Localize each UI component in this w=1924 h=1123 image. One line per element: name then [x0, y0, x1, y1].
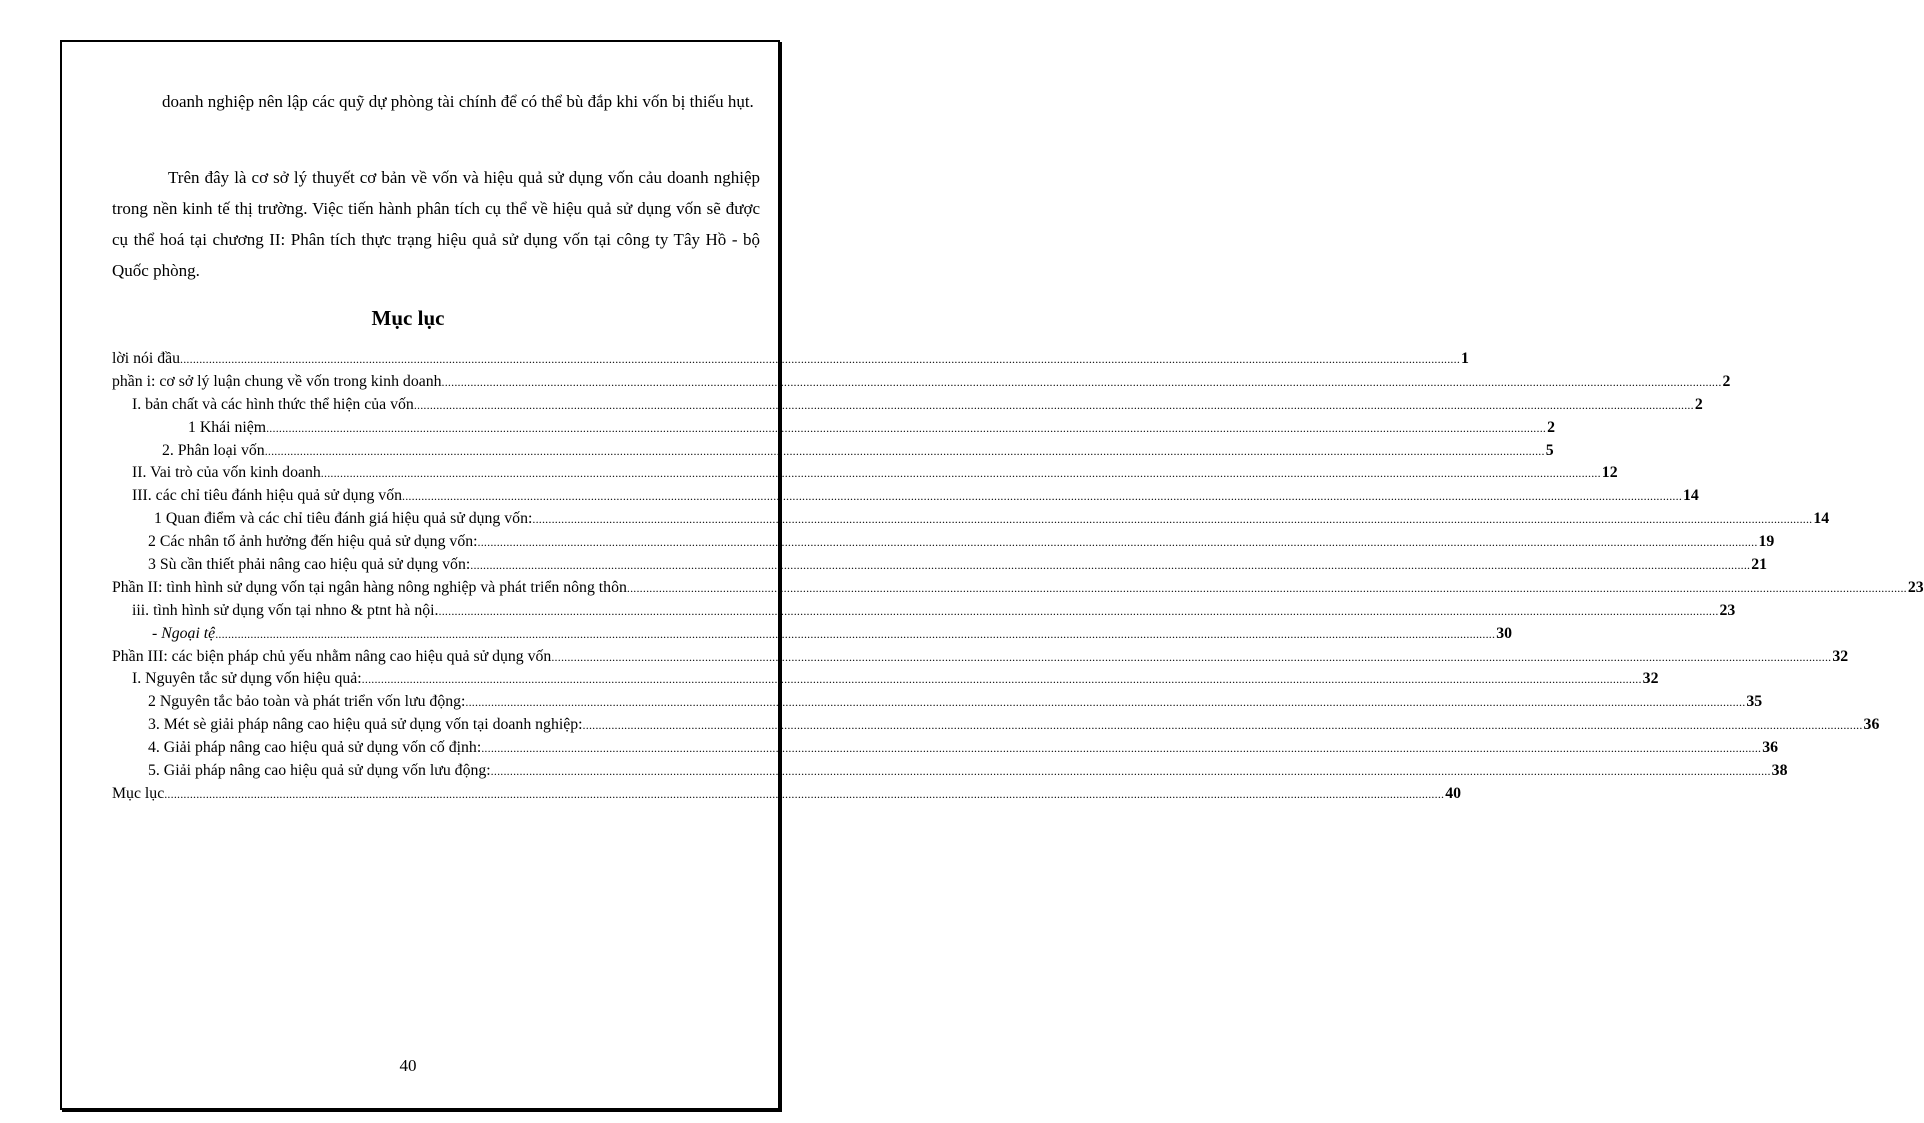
toc-entry[interactable] — [112, 737, 1779, 760]
toc-entry-title: lời nói đầu — [112, 350, 181, 367]
toc-entry-page: 1 — [1461, 350, 1469, 367]
body-paragraph-2: Trên đây là cơ sở lý thuyết cơ bản về vốn và hiệu quả sử dụng vốn cảu doanh nghiệp trong nền kinh tế thị trường. Việc tiến hành phân tích cụ thể về hiệu quả sử dụng vốn sẽ được cụ thể hoá tại chương II: Phân tích thực trạng hiệu quả sử dụng vốn tại công ty Tây Hồ - bộ Quốc phòng. — [112, 168, 760, 280]
toc-entry[interactable] — [112, 623, 1512, 646]
toc-dot-leader: ................................................................................................................................................................................................................................................................................................................................................................................................................ — [441, 374, 1722, 389]
toc-entry[interactable] — [112, 417, 1555, 440]
toc-dot-leader: ................................................................................................................................................................................................................................................................................................................................................................................................................ — [320, 466, 1601, 481]
toc-dot-leader: ................................................................................................................................................................................................................................................................................................................................................................................................................ — [164, 786, 1445, 801]
table-of-contents — [112, 348, 1924, 806]
toc-dot-leader: ................................................................................................................................................................................................................................................................................................................................................................................................................ — [465, 695, 1746, 710]
toc-entry-page: 35 — [1746, 693, 1763, 711]
toc-entry[interactable] — [112, 600, 1736, 623]
toc-dot-leader: ................................................................................................................................................................................................................................................................................................................................................................................................................ — [470, 558, 1751, 573]
toc-entry[interactable] — [112, 348, 1469, 371]
toc-entry[interactable] — [112, 668, 1659, 691]
toc-dot-leader: ................................................................................................................................................................................................................................................................................................................................................................................................................ — [402, 489, 1683, 504]
toc-entry-page: 32 — [1832, 647, 1849, 665]
toc-entry[interactable] — [112, 714, 1880, 737]
toc-entry-page: 12 — [1601, 464, 1618, 482]
toc-entry-page: 14 — [1813, 510, 1830, 528]
toc-entry-title: I. bản chất và các hình thức thể hiện của vốn — [132, 395, 414, 413]
toc-dot-leader: ................................................................................................................................................................................................................................................................................................................................................................................................................ — [532, 512, 1813, 527]
toc-entry[interactable] — [112, 691, 1763, 714]
toc-entry-title: 2. Phân loại vốn — [162, 441, 265, 459]
toc-dot-leader: ................................................................................................................................................................................................................................................................................................................................................................................................................ — [180, 352, 1461, 366]
toc-dot-leader: ................................................................................................................................................................................................................................................................................................................................................................................................................ — [438, 603, 1719, 618]
toc-entry[interactable] — [112, 531, 1775, 554]
toc-entry[interactable] — [112, 783, 1462, 806]
toc-entry[interactable] — [112, 760, 1788, 783]
page-number: 40 — [399, 1056, 417, 1075]
toc-entry-title: iii. tình hình sử dụng vốn tại nhno & ptnt hà nội. — [132, 601, 439, 619]
toc-entry-page: 23 — [1719, 601, 1736, 619]
toc-dot-leader: ................................................................................................................................................................................................................................................................................................................................................................................................................ — [582, 718, 1863, 733]
toc-entry-title: 5. Giải pháp nâng cao hiệu quả sử dụng vốn lưu động: — [148, 762, 491, 780]
toc-dot-leader: ................................................................................................................................................................................................................................................................................................................................................................................................................ — [490, 764, 1771, 779]
toc-dot-leader: ................................................................................................................................................................................................................................................................................................................................................................................................................ — [477, 535, 1758, 550]
toc-entry-page: 14 — [1683, 487, 1699, 505]
toc-entry-title: 2 Các nhân tố ảnh hưởng đến hiệu quả sử dụng vốn: — [148, 533, 478, 551]
toc-entry-title: Phần II: tình hình sử dụng vốn tại ngân hàng nông nghiệp và phát triển nông thôn — [112, 578, 627, 596]
toc-dot-leader: ................................................................................................................................................................................................................................................................................................................................................................................................................ — [215, 626, 1496, 641]
toc-entry-title: - Ngoại tệ — [152, 624, 216, 642]
toc-dot-leader: ................................................................................................................................................................................................................................................................................................................................................................................................................ — [481, 741, 1762, 756]
toc-entry-title: 3. Mét sè giải pháp nâng cao hiệu quả sử dụng vốn tại doanh nghiệp: — [148, 716, 583, 734]
toc-entry[interactable] — [112, 462, 1618, 485]
toc-entry-title: Mục lục — [112, 784, 165, 802]
toc-entry[interactable] — [112, 485, 1699, 508]
toc-entry-title: 2 Nguyên tắc bảo toàn và phát triển vốn lưu động: — [148, 693, 466, 711]
toc-entry-page: 36 — [1762, 739, 1779, 757]
toc-entry-title: 1 Khái niệm — [188, 418, 267, 436]
toc-dot-leader: ................................................................................................................................................................................................................................................................................................................................................................................................................ — [413, 397, 1694, 412]
toc-entry-page: 32 — [1642, 670, 1659, 688]
toc-entry-page: 36 — [1863, 716, 1880, 734]
body-paragraph-1: doanh nghiệp nên lập các quỹ dự phòng tài chính để có thể bù đắp khi vốn bị thiếu hụt. — [162, 92, 754, 111]
toc-entry[interactable] — [112, 646, 1849, 669]
toc-entry[interactable] — [112, 508, 1830, 531]
toc-dot-leader: ................................................................................................................................................................................................................................................................................................................................................................................................................ — [266, 420, 1547, 435]
toc-dot-leader: ................................................................................................................................................................................................................................................................................................................................................................................................................ — [264, 443, 1545, 458]
toc-entry-title: I. Nguyên tắc sử dụng vốn hiệu quả: — [132, 670, 362, 688]
toc-entry-title: Phần III: các biện pháp chủ yếu nhằm nâng cao hiệu quả sử dụng vốn — [112, 647, 552, 665]
toc-entry-title: phần i: cơ sở lý luận chung về vốn trong kinh doanh — [112, 372, 442, 390]
toc-entry-title: II. Vai trò của vốn kinh doanh — [132, 464, 321, 482]
toc-entry-title: 1 Quan điểm và các chỉ tiêu đánh giá hiệu quả sử dụng vốn: — [154, 510, 533, 528]
toc-entry-page: 5 — [1545, 441, 1554, 459]
toc-entry[interactable] — [112, 554, 1768, 577]
toc-entry-title: 3 Sù cần thiết phải nâng cao hiệu quả sử dụng vốn: — [148, 556, 471, 574]
toc-entry-page: 40 — [1445, 784, 1462, 802]
toc-entry[interactable] — [112, 577, 1924, 600]
toc-entry[interactable] — [112, 371, 1731, 394]
toc-entry[interactable] — [112, 440, 1554, 463]
toc-dot-leader: ................................................................................................................................................................................................................................................................................................................................................................................................................ — [361, 672, 1642, 687]
toc-entry-page: 38 — [1771, 762, 1788, 780]
toc-dot-leader: ................................................................................................................................................................................................................................................................................................................................................................................................................ — [626, 580, 1907, 595]
toc-entry-page: 2 — [1694, 395, 1703, 413]
toc-entry-page: 2 — [1547, 418, 1555, 436]
toc-entry[interactable] — [112, 394, 1703, 417]
toc-entry-page: 21 — [1751, 556, 1768, 574]
toc-entry-page: 23 — [1907, 578, 1924, 596]
toc-entry-title: III. các chỉ tiêu đánh hiệu quả sử dụng vốn — [132, 487, 403, 505]
toc-entry-page: 2 — [1722, 372, 1731, 390]
toc-dot-leader: ................................................................................................................................................................................................................................................................................................................................................................................................................ — [551, 649, 1832, 664]
toc-entry-page: 30 — [1496, 624, 1512, 642]
toc-entry-title: 4. Giải pháp nâng cao hiệu quả sử dụng vốn cố định: — [148, 739, 482, 757]
toc-entry-page: 19 — [1758, 533, 1775, 551]
toc-title: Mục lục — [371, 306, 445, 330]
